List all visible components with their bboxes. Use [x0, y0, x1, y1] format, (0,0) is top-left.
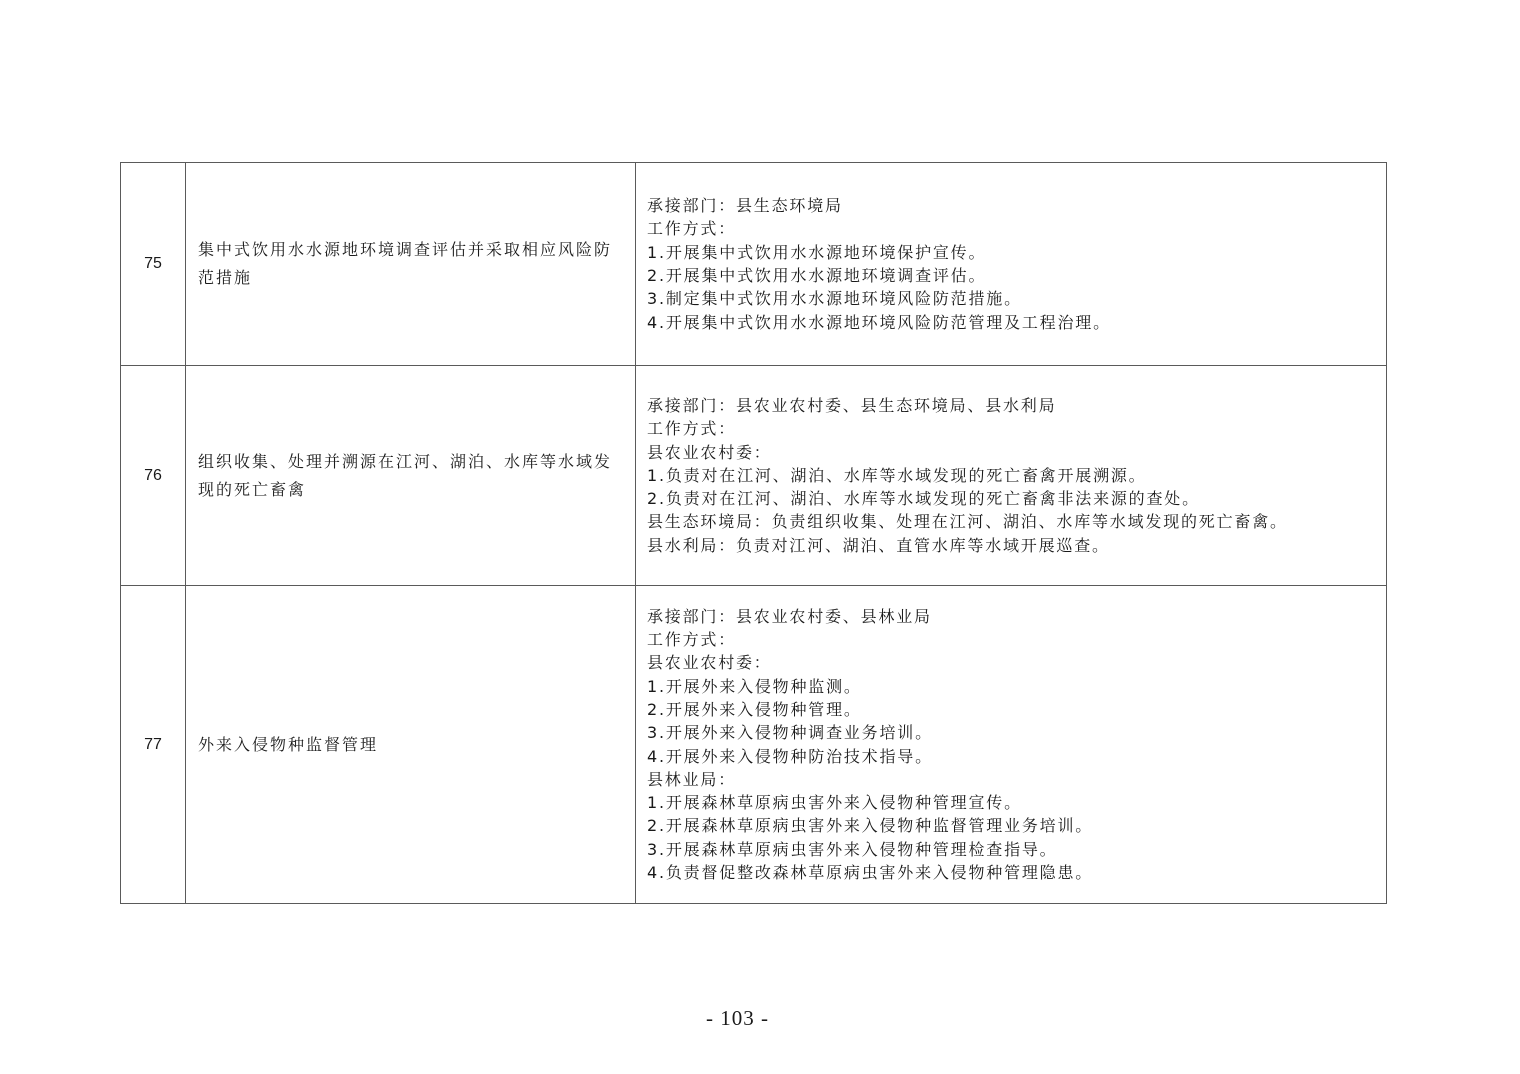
table-row — [121, 366, 1387, 586]
task-item: 外来入侵物种监督管理 — [186, 586, 636, 904]
description-line: 2.开展集中式饮用水水源地环境调查评估。 — [647, 266, 987, 285]
description-line: 县农业农村委： — [647, 442, 772, 462]
description-line: 县水利局：负责对江河、湖泊、直管水库等水域开展巡查。 — [647, 535, 1110, 555]
description-line: 承接部门：县生态环境局 — [647, 196, 843, 216]
description-line: 4.开展集中式饮用水水源地环境风险防范管理及工程治理。 — [647, 312, 1111, 332]
page-number: - 103 - — [706, 1006, 769, 1030]
description-line: 3.开展外来入侵物种调查业务培训。 — [647, 723, 933, 743]
description-line: 1.开展集中式饮用水水源地环境保护宣传。 — [647, 242, 987, 262]
description-line: 工作方式： — [647, 419, 737, 439]
description-line: 工作方式： — [647, 219, 737, 239]
description-line: 4.开展外来入侵物种防治技术指导。 — [647, 746, 933, 766]
description-line: 3.开展森林草原病虫害外来入侵物种管理检查指导。 — [647, 839, 1058, 859]
row-number: 75 — [121, 163, 186, 366]
row-number: 76 — [121, 366, 186, 586]
description-line: 2.开展森林草原病虫害外来入侵物种监督管理业务培训。 — [647, 816, 1094, 836]
table-row — [121, 163, 1387, 366]
description-line: 承接部门：县农业农村委、县生态环境局、县水利局 — [647, 395, 1057, 415]
task-description — [636, 163, 1387, 366]
task-description — [636, 366, 1387, 586]
description-line: 1.开展外来入侵物种监测。 — [647, 676, 862, 696]
description-line: 承接部门：县农业农村委、县林业局 — [647, 606, 932, 626]
responsibility-table — [120, 162, 1387, 904]
description-line: 3.制定集中式饮用水水源地环境风险防范措施。 — [647, 289, 1022, 309]
task-item: 集中式饮用水水源地环境调查评估并采取相应风险防范措施 — [186, 163, 636, 366]
task-description — [636, 586, 1387, 904]
description-line: 4.负责督促整改森林草原病虫害外来入侵物种管理隐患。 — [647, 862, 1094, 882]
description-line: 县林业局： — [647, 769, 737, 789]
description-line: 1.负责对在江河、湖泊、水库等水域发现的死亡畜禽开展溯源。 — [647, 465, 1147, 485]
description-line: 2.开展外来入侵物种管理。 — [647, 699, 862, 719]
task-item: 组织收集、处理并溯源在江河、湖泊、水库等水域发现的死亡畜禽 — [186, 366, 636, 586]
description-line: 县农业农村委： — [647, 653, 772, 673]
description-line: 2.负责对在江河、湖泊、水库等水域发现的死亡畜禽非法来源的查处。 — [647, 489, 1200, 509]
description-line: 1.开展森林草原病虫害外来入侵物种管理宣传。 — [647, 793, 1022, 813]
table-row — [121, 586, 1387, 904]
row-number: 77 — [121, 586, 186, 904]
description-line: 县生态环境局：负责组织收集、处理在江河、湖泊、水库等水域发现的死亡畜禽。 — [647, 512, 1288, 532]
description-line: 工作方式： — [647, 630, 737, 650]
